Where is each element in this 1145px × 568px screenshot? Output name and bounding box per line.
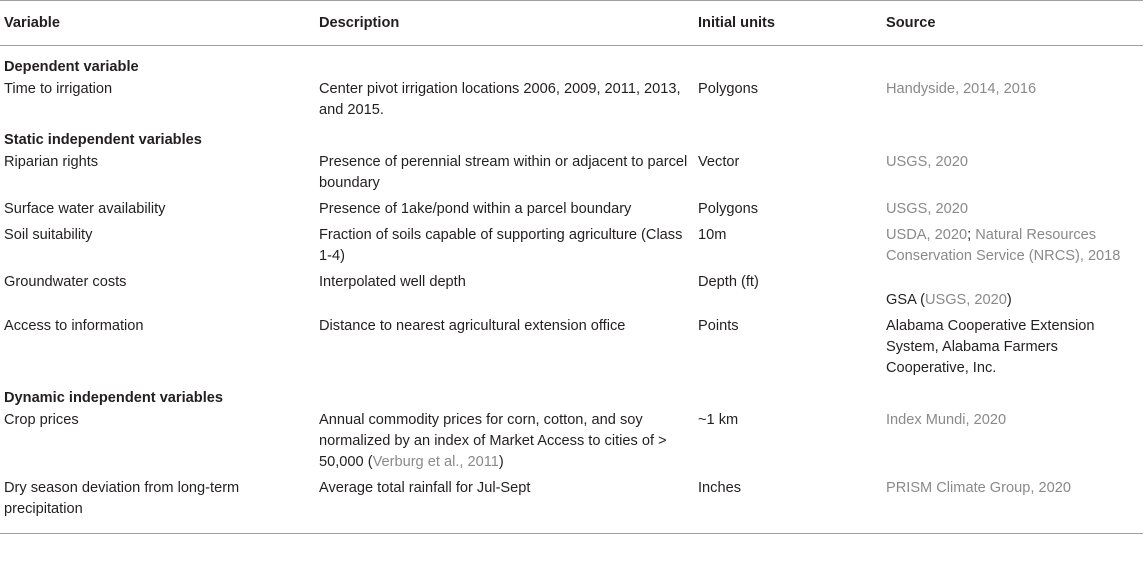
description-cell: Fraction of soils capable of supporting agriculture (Class 1-4) (319, 227, 683, 264)
source-link-nrcs[interactable]: Natural Resources Conservation Service (NRCS), 2018 (886, 227, 1121, 264)
description-cell: Average total rainfall for Jul-Sept (315, 477, 694, 534)
table-row (0, 224, 1143, 271)
units-cell: Polygons (698, 81, 759, 97)
section-heading: Static independent variables (4, 132, 202, 148)
table-row (0, 271, 1143, 315)
header-description: Description (315, 1, 694, 46)
description-cell: Distance to nearest agricultural extension office (319, 318, 626, 334)
header-row (0, 1, 1143, 46)
description-cell: Interpolated well depth (319, 274, 466, 290)
description-cell: Presence of perennial stream within or adjacent to parcel boundary (319, 154, 688, 191)
description-cell: Center pivot irrigation locations 2006, 2009, 2011, 2013, and 2015. (319, 81, 681, 118)
units-cell: Depth (ft) (698, 274, 759, 290)
source-link-usda[interactable]: USDA, 2020 (886, 227, 968, 243)
section-heading: Dependent variable (4, 59, 139, 75)
table-row (0, 409, 1143, 477)
description-close: ) (498, 454, 504, 470)
table-row (0, 315, 1143, 383)
variable-cell: Soil suitability (4, 227, 93, 243)
variable-cell: Surface water availability (4, 201, 166, 217)
section-row-dependent (0, 46, 1143, 79)
variable-cell: Crop prices (4, 412, 79, 428)
source-link[interactable]: Index Mundi, 2020 (886, 412, 1007, 428)
variable-cell: Time to irrigation (4, 81, 113, 97)
units-cell: Inches (694, 477, 882, 534)
units-cell: Polygons (698, 201, 759, 217)
source-link[interactable]: USGS, 2020 (886, 154, 968, 170)
source-cell (882, 271, 1143, 315)
table-row (0, 151, 1143, 198)
source-cell (882, 224, 1143, 271)
source-separator: ; (967, 227, 976, 243)
variable-cell: Groundwater costs (4, 274, 127, 290)
source-link[interactable]: PRISM Climate Group, 2020 (882, 477, 1143, 534)
table-row (0, 198, 1143, 224)
source-prefix: GSA ( (886, 292, 925, 308)
variable-cell: Riparian rights (4, 154, 99, 170)
description-cell: Presence of 1ake/pond within a parcel boundary (319, 201, 632, 217)
description-cell (315, 409, 694, 477)
citation-link-verburg[interactable]: Verburg et al., 2011 (372, 454, 499, 470)
units-cell: Points (698, 318, 739, 334)
units-cell: 10m (698, 227, 727, 243)
units-cell: Vector (698, 154, 740, 170)
description-text: Annual commodity prices for corn, cotton, and soy normalized by an index of Market Access to cities of > 50,000 ( (319, 412, 667, 470)
source-link-usgs[interactable]: USGS, 2020 (924, 292, 1007, 308)
header-variable: Variable (0, 1, 315, 46)
section-row-static (0, 125, 1143, 151)
table-row (0, 78, 1143, 125)
source-cell: Alabama Cooperative Extension System, Alabama Farmers Cooperative, Inc. (886, 318, 1095, 376)
header-source: Source (882, 1, 1143, 46)
variable-cell: Dry season deviation from long-term precipitation (0, 477, 315, 534)
table-row (0, 477, 1143, 534)
source-suffix: ) (1006, 292, 1012, 308)
header-units: Initial units (694, 1, 882, 46)
section-row-dynamic (0, 383, 1143, 409)
units-cell: ~1 km (698, 412, 739, 428)
section-heading: Dynamic independent variables (4, 390, 223, 406)
source-link[interactable]: USGS, 2020 (886, 201, 968, 217)
variable-cell: Access to information (4, 318, 144, 334)
source-link[interactable]: Handyside, 2014, 2016 (886, 81, 1037, 97)
